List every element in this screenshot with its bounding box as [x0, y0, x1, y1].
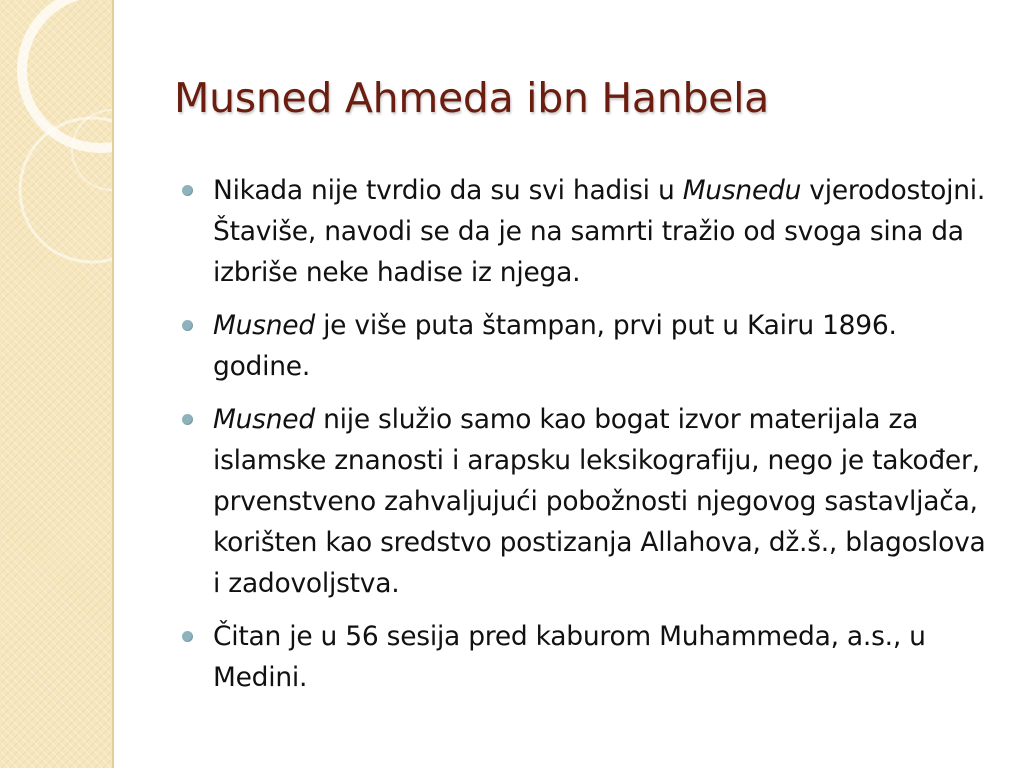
bullet-text-segment: nije služio samo kao bogat izvor materijala za islamske znanosti i arapsku leksikografiju, nego je također, prvenstveno zahvaljujući pobožnosti njegovog sastavljača, korišten kao sredstvo postizanja Allahova, dž.š., blagoslova i zadovoljstva.	[213, 404, 986, 599]
bullet-item	[176, 399, 996, 604]
bullet-text	[213, 621, 926, 693]
slide-title: Musned Ahmeda ibn Hanbela	[174, 74, 770, 122]
bullet-item	[176, 616, 996, 698]
bullet-text-italic-segment: Musnedu	[682, 175, 802, 206]
bullet-text-italic-segment: Musned	[213, 310, 315, 341]
bullet-text	[213, 310, 897, 382]
bullet-text-segment: je više puta štampan, prvi put u Kairu 1896. godine.	[213, 310, 897, 382]
decorative-circles	[0, 0, 112, 768]
bullet-icon	[182, 631, 193, 642]
bullet-text	[213, 404, 986, 599]
bullet-icon	[182, 414, 193, 425]
bullet-text-segment: vjerodostojni. Štaviše, navodi se da je na samrti tražio od svoga sina da izbriše neke hadise iz njega.	[213, 175, 986, 288]
side-panel-edge	[112, 0, 114, 768]
decorative-side-panel	[0, 0, 112, 768]
bullet-item	[176, 170, 996, 293]
bullet-text-italic-segment: Musned	[213, 404, 315, 435]
bullet-list	[176, 170, 996, 710]
bullet-text-segment: Čitan je u 56 sesija pred kaburom Muhammeda, a.s., u Medini.	[213, 621, 926, 693]
bullet-icon	[182, 185, 193, 196]
bullet-icon	[182, 320, 193, 331]
bullet-text	[213, 175, 985, 288]
bullet-item	[176, 305, 996, 387]
bullet-text-segment: Nikada nije tvrdio da su svi hadisi u	[213, 175, 683, 206]
